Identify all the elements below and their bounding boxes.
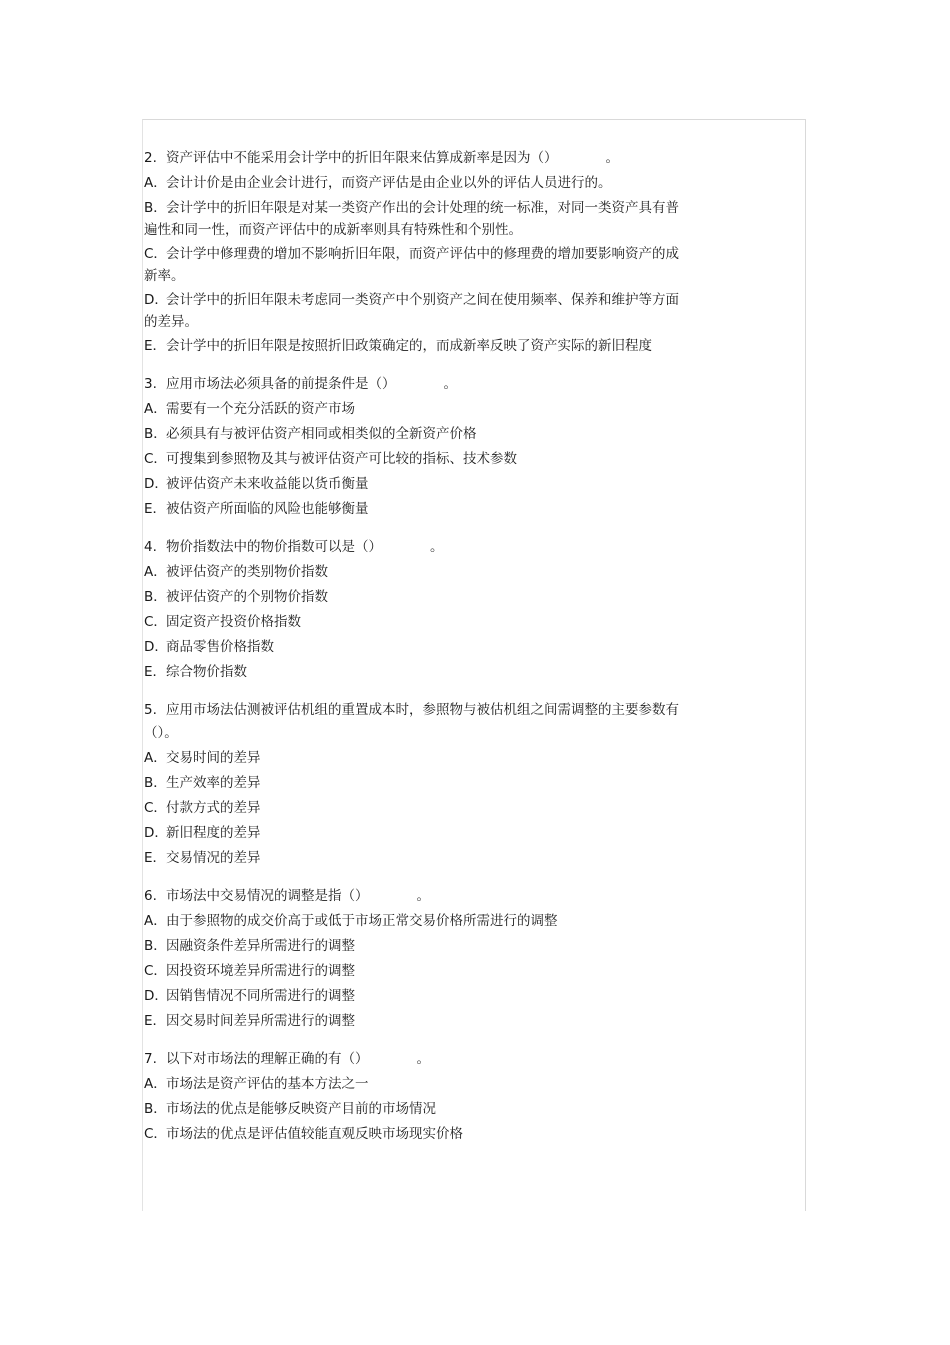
option-text: 综合物价指数 <box>166 664 247 680</box>
option-e <box>144 847 744 870</box>
question-stem <box>144 147 744 170</box>
option-letter: B． <box>144 589 167 605</box>
option-text: 市场法的优点是能够反映资产目前的市场情况 <box>166 1101 436 1117</box>
option-a <box>144 561 744 584</box>
option-text: 会计学中的折旧年限是对某一类资产作出的会计处理的统一标准，对同一类资产具有普 <box>166 200 679 216</box>
option-d <box>144 636 744 659</box>
option-a <box>144 910 744 933</box>
question-number: 2. <box>144 150 157 166</box>
option-letter: E． <box>144 850 167 866</box>
question-number: 6. <box>144 888 157 904</box>
option-e <box>144 661 744 684</box>
option-b <box>144 935 744 958</box>
option-text: 会计学中修理费的增加不影响折旧年限，而资产评估中的修理费的增加要影响资产的成 <box>166 246 679 262</box>
option-text-continued: 的差异。 <box>144 314 198 330</box>
option-letter: C． <box>144 800 167 816</box>
option-text: 会计学中的折旧年限是按照折旧政策确定的，而成新率反映了资产实际的新旧程度 <box>166 338 652 354</box>
option-a <box>144 398 744 421</box>
option-letter: D． <box>144 639 168 655</box>
option-text: 因融资条件差异所需进行的调整 <box>166 938 355 954</box>
option-c <box>144 960 744 983</box>
option-text: 会计计价是由企业会计进行，而资产评估是由企业以外的评估人员进行的。 <box>166 175 612 191</box>
option-letter: D． <box>144 988 168 1004</box>
question-number: 4. <box>144 539 157 555</box>
option-letter: B． <box>144 200 167 216</box>
question-text-continued: （）。 <box>144 725 178 741</box>
option-text: 需要有一个充分活跃的资产市场 <box>166 401 355 417</box>
question-6 <box>144 885 744 1033</box>
option-b <box>144 586 744 609</box>
option-letter: B． <box>144 426 167 442</box>
option-letter: A． <box>144 175 167 191</box>
option-text: 由于参照物的成交价高于或低于市场正常交易价格所需进行的调整 <box>166 913 558 929</box>
option-text: 市场法是资产评估的基本方法之一 <box>166 1076 369 1092</box>
question-text: 市场法中交易情况的调整是指（） <box>166 888 369 904</box>
option-letter: D． <box>144 476 168 492</box>
question-number: 5. <box>144 702 157 718</box>
option-text: 因投资环境差异所需进行的调整 <box>166 963 355 979</box>
option-letter: A． <box>144 913 167 929</box>
option-c <box>144 611 744 634</box>
option-letter: A． <box>144 564 167 580</box>
option-text: 付款方式的差异 <box>166 800 261 816</box>
question-end-mark: 。 <box>443 376 457 392</box>
question-list <box>144 147 744 1161</box>
option-a <box>144 172 744 195</box>
option-d <box>144 985 744 1008</box>
option-text: 因交易时间差异所需进行的调整 <box>166 1013 355 1029</box>
option-b <box>144 423 744 446</box>
question-number: 7. <box>144 1051 157 1067</box>
question-7 <box>144 1048 744 1146</box>
option-letter: A． <box>144 750 167 766</box>
option-d <box>144 822 744 845</box>
question-stem <box>144 373 744 396</box>
option-letter: B． <box>144 938 167 954</box>
option-letter: E． <box>144 338 167 354</box>
option-letter: E． <box>144 664 167 680</box>
question-text: 应用市场法必须具备的前提条件是（） <box>166 376 396 392</box>
question-end-mark: 。 <box>605 150 619 166</box>
question-2 <box>144 147 744 358</box>
option-a <box>144 1073 744 1096</box>
option-text: 交易情况的差异 <box>166 850 261 866</box>
option-letter: E． <box>144 501 167 517</box>
option-text: 生产效率的差异 <box>166 775 261 791</box>
option-letter: C． <box>144 614 167 630</box>
option-a <box>144 747 744 770</box>
question-number: 3. <box>144 376 157 392</box>
option-b <box>144 197 744 241</box>
question-text: 物价指数法中的物价指数可以是（） <box>166 539 382 555</box>
question-text: 应用市场法估测被评估机组的重置成本时，参照物与被估机组之间需调整的主要参数有 <box>166 702 679 718</box>
option-text: 交易时间的差异 <box>166 750 261 766</box>
option-text: 固定资产投资价格指数 <box>166 614 301 630</box>
option-text-continued: 新率。 <box>144 268 185 284</box>
option-c <box>144 1123 744 1146</box>
option-d <box>144 289 744 333</box>
option-letter: C． <box>144 963 167 979</box>
option-letter: E． <box>144 1013 167 1029</box>
question-stem <box>144 699 744 745</box>
option-text: 商品零售价格指数 <box>166 639 274 655</box>
option-letter: D． <box>144 292 168 308</box>
option-text: 被估资产所面临的风险也能够衡量 <box>166 501 369 517</box>
option-text: 被评估资产未来收益能以货币衡量 <box>166 476 369 492</box>
option-b <box>144 772 744 795</box>
option-c <box>144 797 744 820</box>
option-e <box>144 498 744 521</box>
question-end-mark: 。 <box>430 539 444 555</box>
option-text: 被评估资产的个别物价指数 <box>166 589 328 605</box>
option-text: 市场法的优点是评估值较能直观反映市场现实价格 <box>166 1126 463 1142</box>
question-5 <box>144 699 744 870</box>
option-d <box>144 473 744 496</box>
option-c <box>144 448 744 471</box>
option-letter: A． <box>144 401 167 417</box>
option-text: 会计学中的折旧年限未考虑同一类资产中个别资产之间在使用频率、保养和维护等方面 <box>166 292 679 308</box>
question-end-mark: 。 <box>416 888 430 904</box>
option-text: 被评估资产的类别物价指数 <box>166 564 328 580</box>
question-text: 以下对市场法的理解正确的有（） <box>166 1051 369 1067</box>
question-end-mark: 。 <box>416 1051 430 1067</box>
option-letter: B． <box>144 1101 167 1117</box>
question-stem <box>144 885 744 908</box>
option-e <box>144 335 744 358</box>
option-letter: C． <box>144 451 167 467</box>
question-text: 资产评估中不能采用会计学中的折旧年限来估算成新率是因为（） <box>166 150 558 166</box>
option-letter: A． <box>144 1076 167 1092</box>
question-stem <box>144 536 744 559</box>
document-page <box>142 119 806 1211</box>
question-4 <box>144 536 744 684</box>
option-e <box>144 1010 744 1033</box>
question-stem <box>144 1048 744 1071</box>
option-text-continued: 遍性和同一性，而资产评估中的成新率则具有特殊性和个别性。 <box>144 222 522 238</box>
option-letter: D． <box>144 825 168 841</box>
option-text: 新旧程度的差异 <box>166 825 261 841</box>
question-3 <box>144 373 744 521</box>
option-letter: C． <box>144 246 167 262</box>
option-text: 因销售情况不同所需进行的调整 <box>166 988 355 1004</box>
option-c <box>144 243 744 287</box>
option-b <box>144 1098 744 1121</box>
option-letter: C． <box>144 1126 167 1142</box>
option-letter: B． <box>144 775 167 791</box>
option-text: 可搜集到参照物及其与被评估资产可比较的指标、技术参数 <box>166 451 517 467</box>
option-text: 必须具有与被评估资产相同或相类似的全新资产价格 <box>166 426 477 442</box>
